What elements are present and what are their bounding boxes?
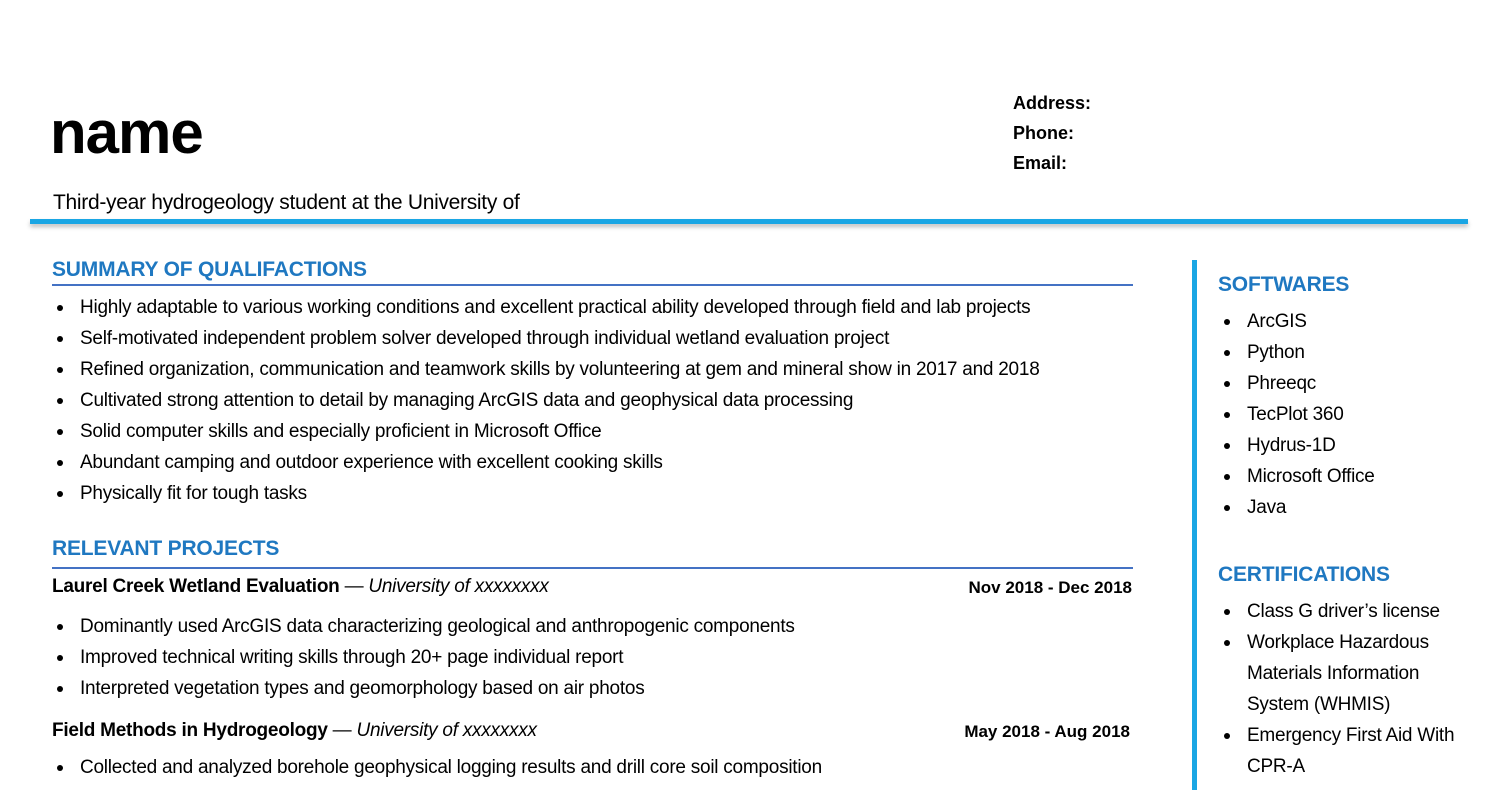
list-item-text: Interpreted vegetation types and geomorphology based on air photos <box>80 678 645 699</box>
bullet-icon <box>1224 412 1230 418</box>
list-item-text: TecPlot 360 <box>1247 404 1344 425</box>
list-item <box>52 447 1040 478</box>
softwares-list <box>1219 306 1457 523</box>
project-dates: Nov 2018 - Dec 2018 <box>968 578 1132 597</box>
bullet-icon <box>1224 350 1230 356</box>
list-item <box>52 354 1040 385</box>
project-header <box>52 718 1130 744</box>
list-item-text: Refined organization, communication and teamwork skills by volunteering at gem and mineral show in 2017 and 2018 <box>80 359 1040 380</box>
list-item <box>52 292 1040 323</box>
bullet-icon <box>1224 474 1230 480</box>
list-item <box>1219 461 1457 492</box>
project-title: Field Methods in Hydrogeology <box>52 720 328 741</box>
list-item-text: Highly adaptable to various working conditions and excellent practical ability developed through field and lab projects <box>80 297 1031 318</box>
summary-underline <box>52 284 1133 286</box>
list-item-text: Improved technical writing skills through 20+ page individual report <box>80 647 624 668</box>
list-item-text: ArcGIS <box>1247 311 1307 332</box>
list-item <box>52 478 1040 509</box>
bullet-icon <box>1224 733 1230 739</box>
list-item <box>1219 337 1457 368</box>
projects-underline <box>52 567 1133 569</box>
project-header <box>52 574 1132 600</box>
bullet-icon <box>1224 505 1230 511</box>
list-item <box>1219 596 1457 627</box>
projects-heading: RELEVANT PROJECTS <box>52 537 280 560</box>
separator: — <box>327 720 357 741</box>
project-org: University of xxxxxxxx <box>356 720 537 741</box>
list-item-text: Microsoft Office <box>1247 466 1375 487</box>
list-item <box>1219 430 1457 461</box>
list-item <box>52 752 822 783</box>
candidate-name: name <box>50 99 203 166</box>
list-item-text: Abundant camping and outdoor experience with excellent cooking skills <box>80 452 663 473</box>
summary-heading: SUMMARY OF QUALIFACTIONS <box>52 258 367 281</box>
bullet-icon <box>1224 381 1230 387</box>
list-item-text: Phreeqc <box>1247 373 1317 394</box>
bullet-icon <box>57 305 63 311</box>
bullet-icon <box>1224 609 1230 615</box>
list-item-text: Workplace Hazardous Materials Information System (WHMIS) <box>1247 632 1429 715</box>
list-item-text: Collected and analyzed borehole geophysical logging results and drill core soil composition <box>80 757 822 778</box>
sidebar-divider <box>1192 260 1197 790</box>
list-item <box>52 673 795 704</box>
list-item-text: Java <box>1247 497 1287 518</box>
project-bullets <box>52 611 795 704</box>
list-item <box>52 323 1040 354</box>
bullet-icon <box>1224 443 1230 449</box>
summary-list <box>52 292 1040 509</box>
list-item <box>1219 368 1457 399</box>
certifications-heading: CERTIFICATIONS <box>1218 563 1390 586</box>
list-item <box>1219 399 1457 430</box>
project-dates: May 2018 - Aug 2018 <box>964 722 1130 741</box>
bullet-icon <box>57 429 63 435</box>
email-label: Email: <box>1013 153 1068 173</box>
certifications-list <box>1219 596 1457 782</box>
project-org: University of xxxxxxxx <box>368 576 549 597</box>
list-item-text: Solid computer skills and especially proficient in Microsoft Office <box>80 421 602 442</box>
bullet-icon <box>57 686 63 692</box>
bullet-icon <box>1224 319 1230 325</box>
header-divider <box>30 219 1468 224</box>
phone-label: Phone: <box>1013 123 1074 143</box>
softwares-heading: SOFTWARES <box>1218 273 1350 296</box>
address-label: Address: <box>1013 93 1092 113</box>
list-item-text: Emergency First Aid With CPR-A <box>1247 725 1455 777</box>
list-item-text: Python <box>1247 342 1305 363</box>
list-item-text: Dominantly used ArcGIS data characterizing geological and anthropogenic components <box>80 616 795 637</box>
list-item <box>52 642 795 673</box>
list-item <box>52 416 1040 447</box>
list-item-text: Self-motivated independent problem solver developed through individual wetland evaluation project <box>80 328 890 349</box>
list-item-text: Physically fit for tough tasks <box>80 483 307 504</box>
bullet-icon <box>57 765 63 771</box>
list-item <box>52 385 1040 416</box>
bullet-icon <box>57 624 63 630</box>
bullet-icon <box>57 655 63 661</box>
list-item <box>1219 627 1457 720</box>
list-item-text: Hydrus-1D <box>1247 435 1336 456</box>
list-item-text: Class G driver’s license <box>1247 601 1440 622</box>
list-item-text: Cultivated strong attention to detail by managing ArcGIS data and geophysical data processing <box>80 390 854 411</box>
tagline: Third-year hydrogeology student at the University of <box>53 191 520 214</box>
bullet-icon <box>57 460 63 466</box>
project-bullets <box>52 752 822 783</box>
list-item <box>1219 720 1457 782</box>
bullet-icon <box>57 491 63 497</box>
separator: — <box>339 576 369 597</box>
bullet-icon <box>1224 640 1230 646</box>
list-item <box>52 611 795 642</box>
bullet-icon <box>57 398 63 404</box>
bullet-icon <box>57 336 63 342</box>
project-title: Laurel Creek Wetland Evaluation <box>52 576 340 597</box>
list-item <box>1219 306 1457 337</box>
bullet-icon <box>57 367 63 373</box>
list-item <box>1219 492 1457 523</box>
